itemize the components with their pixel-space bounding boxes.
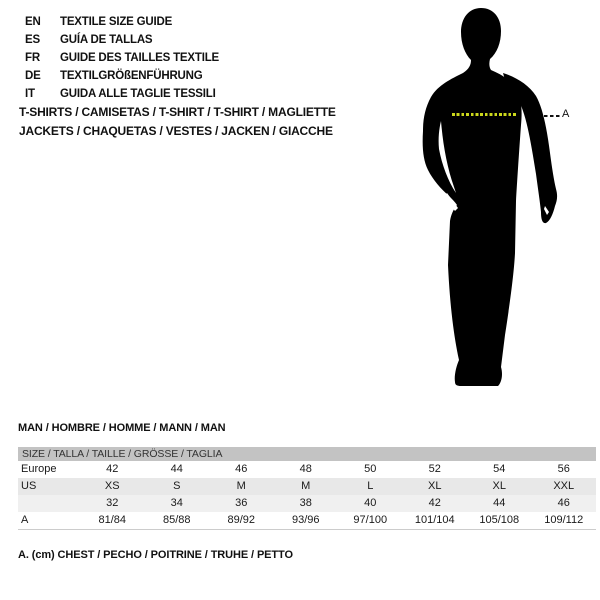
table-row-numeric (18, 495, 596, 512)
table-cell: 105/108 (479, 514, 520, 526)
language-title: GUIDA ALLE TAGLIE TESSILI (60, 88, 216, 100)
table-cell: 97/100 (353, 514, 388, 526)
size-table-header-bar (18, 447, 596, 461)
table-cell: 36 (235, 497, 248, 509)
language-title: GUIDE DES TAILLES TEXTILE (60, 52, 219, 64)
table-cell: 93/96 (291, 514, 320, 526)
language-title: TEXTILGRÖßENFÜHRUNG (60, 70, 203, 82)
chest-measure-line (452, 113, 516, 116)
table-cell: S (173, 480, 181, 492)
size-table (18, 447, 596, 530)
language-line (25, 49, 219, 67)
table-cell: M (301, 480, 311, 492)
category-line-tshirts: T-SHIRTS / CAMISETAS / T-SHIRT / T-SHIRT / MAGLIETTE (19, 105, 336, 119)
table-cell: 52 (428, 463, 441, 475)
table-cell: 56 (557, 463, 570, 475)
table-cell: M (236, 480, 246, 492)
table-cell: 109/112 (544, 514, 584, 526)
language-line (25, 13, 219, 31)
language-line (25, 85, 219, 103)
table-cell: 42 (106, 463, 119, 475)
man-silhouette (410, 5, 575, 390)
language-title: GUÍA DE TALLAS (60, 34, 153, 46)
table-row-us (18, 478, 596, 495)
language-code: IT (25, 88, 35, 100)
measurement-footnote: A. (cm) CHEST / PECHO / POITRINE / TRUHE / PETTO (18, 549, 293, 561)
table-cell: 89/92 (227, 514, 256, 526)
table-cell: 40 (364, 497, 377, 509)
table-cell: 44 (170, 463, 183, 475)
row-label: Europe (21, 463, 57, 475)
table-cell: L (367, 480, 374, 492)
table-cell: 32 (106, 497, 119, 509)
gender-heading: MAN / HOMBRE / HOMME / MANN / MAN (18, 422, 226, 434)
table-cell: 46 (235, 463, 248, 475)
language-code: FR (25, 52, 40, 64)
table-cell: 46 (557, 497, 570, 509)
language-title: TEXTILE SIZE GUIDE (60, 16, 173, 28)
language-code: EN (25, 16, 41, 28)
table-cell: 54 (493, 463, 506, 475)
table-cell: 85/88 (162, 514, 191, 526)
table-row-chest-a (18, 512, 596, 530)
language-title-block (25, 13, 219, 103)
category-line-jackets: JACKETS / CHAQUETAS / VESTES / JACKEN / GIACCHE (19, 124, 333, 138)
table-cell: 50 (364, 463, 377, 475)
language-code: DE (25, 70, 41, 82)
size-table-header-label: SIZE / TALLA / TAILLE / GRÖSSE / TAGLIA (22, 448, 223, 460)
row-label: A (21, 514, 29, 526)
man-silhouette-svg (410, 5, 575, 390)
table-cell: XS (104, 480, 120, 492)
measure-label-a: A (562, 108, 570, 120)
table-cell: XL (492, 480, 506, 492)
table-cell: 42 (428, 497, 441, 509)
row-label (18, 495, 80, 512)
language-line (25, 31, 219, 49)
language-line (25, 67, 219, 85)
table-cell: 44 (493, 497, 506, 509)
table-cell: 34 (170, 497, 183, 509)
table-cell: 48 (299, 463, 312, 475)
row-label: US (21, 480, 37, 492)
table-cell: 38 (299, 497, 312, 509)
measure-leader-dashes (544, 115, 560, 117)
language-code: ES (25, 34, 40, 46)
table-cell: XXL (553, 480, 575, 492)
garment-category-block (19, 103, 336, 141)
table-cell: 81/84 (98, 514, 127, 526)
table-row-europe (18, 461, 596, 478)
table-cell: 101/104 (414, 514, 455, 526)
table-cell: XL (428, 480, 442, 492)
